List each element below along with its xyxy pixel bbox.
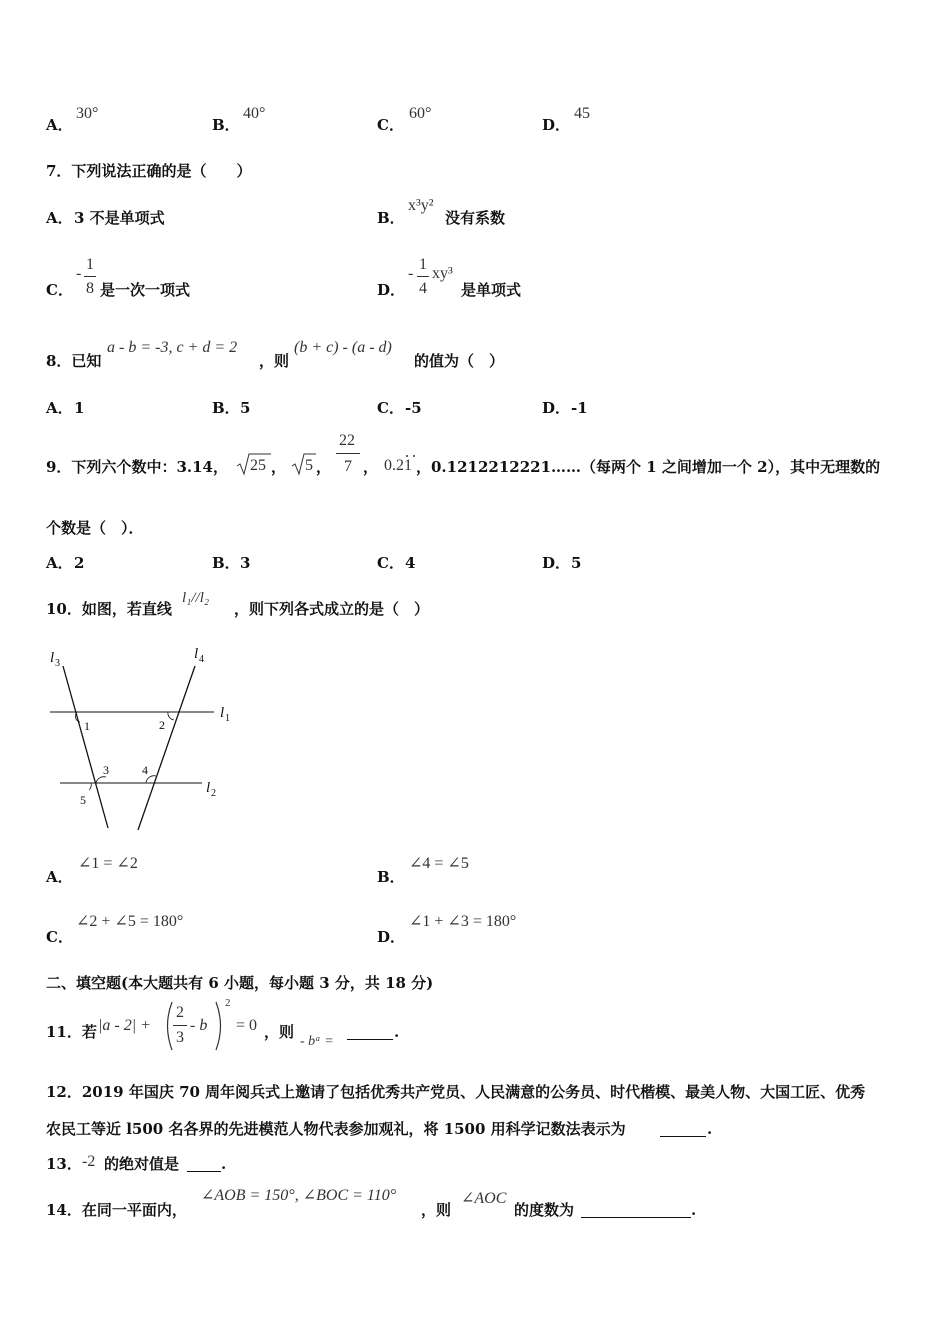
q12-line2: 农民工等近 l500 名各界的先进模范人物代表参加观礼，将 1500 用科学记数法表示为 (46, 1120, 626, 1138)
q14-mid: ，则 (421, 1201, 452, 1219)
q6-option-b-letter: B． (212, 116, 240, 134)
q6-option-a-letter: A． (46, 116, 73, 134)
q10-option-d-letter: D． (377, 928, 406, 946)
q7-option-d-expr: xy³ (432, 265, 453, 282)
q14-given: ∠AOB = 150°, ∠BOC = 110° (201, 1187, 397, 1204)
q14-answer-blank[interactable] (581, 1205, 691, 1218)
q7-option-c-letter: C． (46, 281, 73, 299)
q11-mid: ，则 (264, 1023, 295, 1041)
label-l4-sub: 4 (199, 654, 204, 665)
q7-option-c-frac-bar (84, 276, 96, 277)
q11-left-paren (162, 1000, 174, 1052)
label-angle-5: 5 (80, 793, 86, 807)
q8-option-b-letter: B． (212, 399, 240, 417)
q9-comma-1: ， (271, 458, 287, 476)
q10-suffix: ，则下列各式成立的是（ ） (234, 600, 430, 618)
q10-option-d-expr: ∠1 + ∠3 = 180° (409, 913, 517, 930)
q11-end: . (394, 1023, 400, 1041)
q9-frac-den: 7 (344, 458, 352, 475)
q9-option-d-letter: D． (542, 554, 571, 572)
q9-option-b-letter: B． (212, 554, 240, 572)
q9-comma-3: ， (363, 458, 379, 476)
q8-mid: ，则 (259, 352, 290, 370)
q8-option-c-value: -5 (405, 399, 422, 417)
q11-frac-den: 3 (176, 1029, 184, 1046)
q8-option-d-letter: D． (542, 399, 571, 417)
q7-stem: 7．下列说法正确的是（ ） (46, 162, 252, 180)
q8-option-a-value: 1 (74, 399, 85, 417)
q14-end: . (691, 1201, 697, 1219)
q9-frac-num: 22 (339, 432, 355, 449)
q8-option-d-value: -1 (571, 399, 588, 417)
q8-suffix: 的值为（ ） (414, 352, 505, 370)
q12-end: . (707, 1120, 713, 1138)
label-l3: l (50, 650, 55, 666)
q10-option-a-letter: A． (46, 868, 73, 886)
q11-inner-tail: - b (190, 1017, 208, 1034)
q9-option-b-value: 3 (240, 554, 251, 572)
label-angle-1: 1 (84, 719, 90, 733)
q9-comma-2: ， (316, 458, 332, 476)
q6-option-a-value: 30° (76, 105, 99, 122)
label-l2-sub: 2 (211, 788, 216, 799)
q7-option-d-sign: - (408, 265, 414, 282)
q8-option-c-letter: C． (377, 399, 404, 417)
q8-given: a - b = -3, c + d = 2 (107, 339, 238, 356)
q7-option-d-frac-bar (417, 276, 429, 277)
q10-condition: l₁//l₂ (182, 590, 210, 606)
q9-option-d-value: 5 (571, 554, 582, 572)
q10-option-c-expr: ∠2 + ∠5 = 180° (76, 913, 184, 930)
q6-option-b-value: 40° (243, 105, 266, 122)
q11-eq: = 0 (236, 1017, 258, 1034)
q11-abs-part: |a - 2| + (98, 1017, 151, 1034)
q7-option-d-frac-num: 1 (419, 256, 427, 273)
q9-line2: 个数是（ ）． (46, 519, 144, 537)
q11-target: - bᵃ = (300, 1034, 334, 1049)
section-2-title: 二、填空题(本大题共有 6 小题，每小题 3 分，共 18 分) (46, 974, 434, 992)
angle-5-arc (89, 783, 91, 790)
q9-line1-tail: ，0.1212212221……（每两个 1 之间增加一个 2），其中无理数的 (416, 458, 881, 476)
q10-option-b-expr: ∠4 = ∠5 (409, 855, 469, 872)
q8-expr: (b + c) - (a - d) (294, 339, 392, 356)
q9-sqrt5-value: 5 (305, 457, 313, 474)
q7-option-c-sign: - (76, 265, 82, 282)
q6-option-c-letter: C． (377, 116, 404, 134)
q10-figure (40, 640, 250, 840)
q7-option-a-letter: A． (46, 209, 73, 227)
q11-power: 2 (225, 997, 231, 1009)
q7-option-c-frac-den: 8 (86, 280, 94, 297)
q13-end: . (221, 1155, 227, 1173)
q11-answer-blank[interactable] (347, 1027, 393, 1040)
q14-text: 的度数为 (514, 1201, 575, 1219)
q6-option-d-letter: D． (542, 116, 571, 134)
label-angle-4: 4 (142, 763, 148, 777)
q9-option-c-letter: C． (377, 554, 404, 572)
q7-option-c-text: 是一次一项式 (100, 281, 191, 299)
q10-prefix: 10．如图，若直线 (46, 600, 172, 618)
angle-2-arc (168, 712, 174, 720)
line-l4 (138, 666, 195, 830)
q11-prefix: 11．若 (46, 1023, 97, 1041)
q11-frac-num: 2 (176, 1004, 184, 1021)
q7-option-b-text: 没有系数 (445, 209, 506, 227)
q10-option-c-letter: C． (46, 928, 73, 946)
q7-option-d-letter: D． (377, 281, 406, 299)
q7-option-a-text: 3 不是单项式 (74, 209, 165, 227)
label-l1: l (220, 705, 225, 721)
label-l2: l (206, 780, 211, 796)
q9-option-a-value: 2 (74, 554, 85, 572)
label-l1-sub: 1 (225, 713, 230, 724)
q13-answer-blank[interactable] (187, 1159, 221, 1172)
q8-prefix: 8．已知 (46, 352, 102, 370)
q9-prefix: 9．下列六个数中：3.14， (46, 458, 228, 476)
q10-option-a-expr: ∠1 = ∠2 (78, 855, 138, 872)
q9-frac-bar (336, 453, 360, 454)
label-angle-2: 2 (159, 718, 165, 732)
q6-option-c-value: 60° (409, 105, 432, 122)
q7-option-d-text: 是单项式 (461, 281, 522, 299)
angle-3-arc (96, 777, 106, 783)
q9-option-a-letter: A． (46, 554, 73, 572)
q10-option-b-letter: B． (377, 868, 405, 886)
q14-target: ∠AOC (461, 1190, 507, 1207)
q13-value: -2 (82, 1153, 96, 1170)
q14-prefix: 14．在同一平面内， (46, 1201, 187, 1219)
q7-option-b-letter: B． (377, 209, 405, 227)
label-angle-3: 3 (103, 763, 109, 777)
q12-line1: 12．2019 年国庆 70 周年阅兵式上邀请了包括优秀共产党员、人民满意的公务员、时代楷模、最美人物、大国工匠、优秀 (46, 1083, 866, 1101)
q8-option-b-value: 5 (240, 399, 251, 417)
q9-repeat-dot-2 (413, 455, 415, 457)
q13-text: 的绝对值是 (104, 1155, 180, 1173)
q7-option-d-frac-den: 4 (419, 280, 427, 297)
label-l4: l (194, 646, 199, 662)
q8-option-a-letter: A． (46, 399, 73, 417)
q7-option-c-frac-num: 1 (86, 256, 94, 273)
q9-sqrt5-radical (291, 452, 317, 476)
q13-prefix: 13． (46, 1155, 82, 1173)
q9-option-c-value: 4 (405, 554, 416, 572)
q12-answer-blank[interactable] (660, 1124, 706, 1137)
q6-option-d-value: 45 (574, 105, 590, 122)
label-l3-sub: 3 (55, 658, 60, 669)
q9-repeat-dot-1 (406, 455, 408, 457)
q11-frac-bar (173, 1025, 187, 1026)
q9-repeating: 0.21 (384, 457, 412, 474)
q7-option-b-expr: x³y² (408, 197, 434, 214)
q9-sqrt25-value: 25 (250, 457, 266, 474)
